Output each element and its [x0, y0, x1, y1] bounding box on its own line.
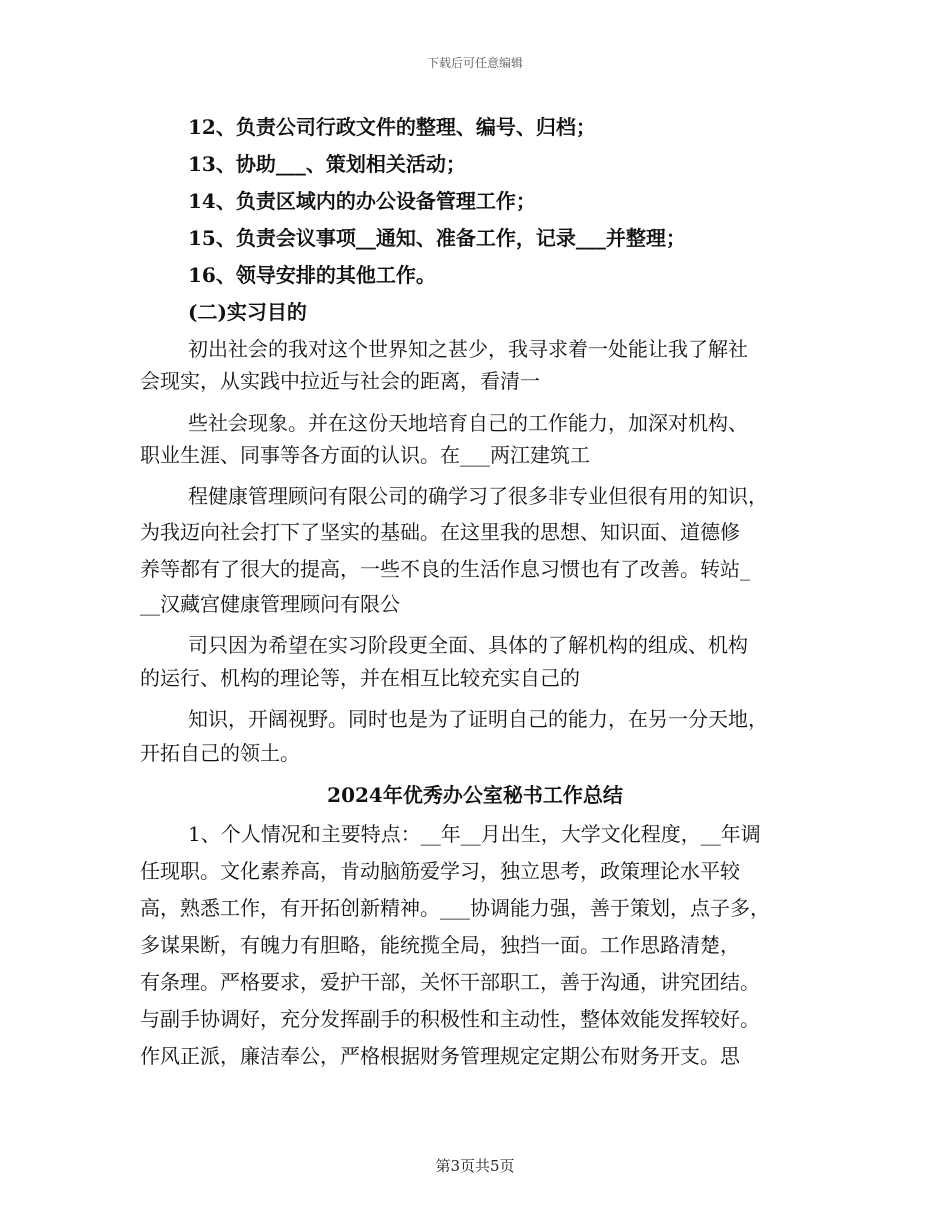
body-line: 程健康管理顾问有限公司的确学习了很多非专业但很有用的知识， — [188, 484, 768, 508]
body-line: 多谋果断，有魄力有胆略，能统揽全局，独挡一面。工作思路清楚， — [140, 933, 740, 957]
section-heading: (二)实习目的 — [188, 300, 307, 324]
body-line: 初出社会的我对这个世界知之甚少，我寻求着一处能让我了解社 — [188, 337, 748, 361]
body-line: 高，熟悉工作，有开拓创新精神。___协调能力强，善于策划，点子多， — [140, 896, 770, 920]
body-line: 会现实，从实践中拉近与社会的距离，看清一 — [140, 369, 540, 393]
body-line: 开拓自己的领土。 — [140, 741, 300, 765]
body-line: 有条理。严格要求，爱护干部，关怀干部职工，善于沟通，讲究团结。 — [140, 970, 760, 994]
body-line: 职业生涯、同事等各方面的认识。在___两江建筑工 — [140, 443, 590, 467]
body-line: 知识，开阔视野。同时也是为了证明自己的能力，在另一分天地， — [188, 707, 768, 731]
body-line: 12、负责公司行政文件的整理、编号、归档； — [188, 115, 596, 139]
body-line: 13、协助___、策划相关活动； — [188, 152, 466, 176]
body-line: 14、负责区域内的办公设备管理工作； — [188, 189, 536, 213]
body-line: 16、领导安排的其他工作。 — [188, 263, 436, 287]
page-footer: 第3页共5页 — [435, 1157, 515, 1175]
body-line: 15、负责会议事项__通知、准备工作，记录___并整理； — [188, 226, 686, 250]
body-line: 1、个人情况和主要特点：__年__月出生，大学文化程度，__年调 — [188, 822, 761, 846]
body-line: 养等都有了很大的提高，一些不良的生活作息习惯也有了改善。转站_ — [140, 557, 750, 581]
body-line: __汉藏宫健康管理顾问有限公 — [140, 592, 400, 616]
body-line: 作风正派，廉洁奉公，严格根据财务管理规定定期公布财务开支。思 — [140, 1044, 740, 1068]
page-header: 下载后可任意编辑 — [426, 56, 523, 70]
body-line: 的运行、机构的理论等，并在相互比较充实自己的 — [140, 666, 580, 690]
body-line: 与副手协调好，充分发挥副手的积极性和主动性，整体效能发挥较好。 — [140, 1007, 760, 1031]
document-title: 2024年优秀办公室秘书工作总结 — [327, 783, 623, 807]
body-line: 任现职。文化素养高，肯动脑筋爱学习，独立思考，政策理论水平较 — [140, 859, 740, 883]
body-line: 为我迈向社会打下了坚实的基础。在这里我的思想、知识面、道德修 — [140, 520, 740, 544]
body-line: 司只因为希望在实习阶段更全面、具体的了解机构的组成、机构 — [188, 633, 748, 657]
body-line: 些社会现象。并在这份天地培育自己的工作能力，加深对机构、 — [188, 411, 748, 435]
